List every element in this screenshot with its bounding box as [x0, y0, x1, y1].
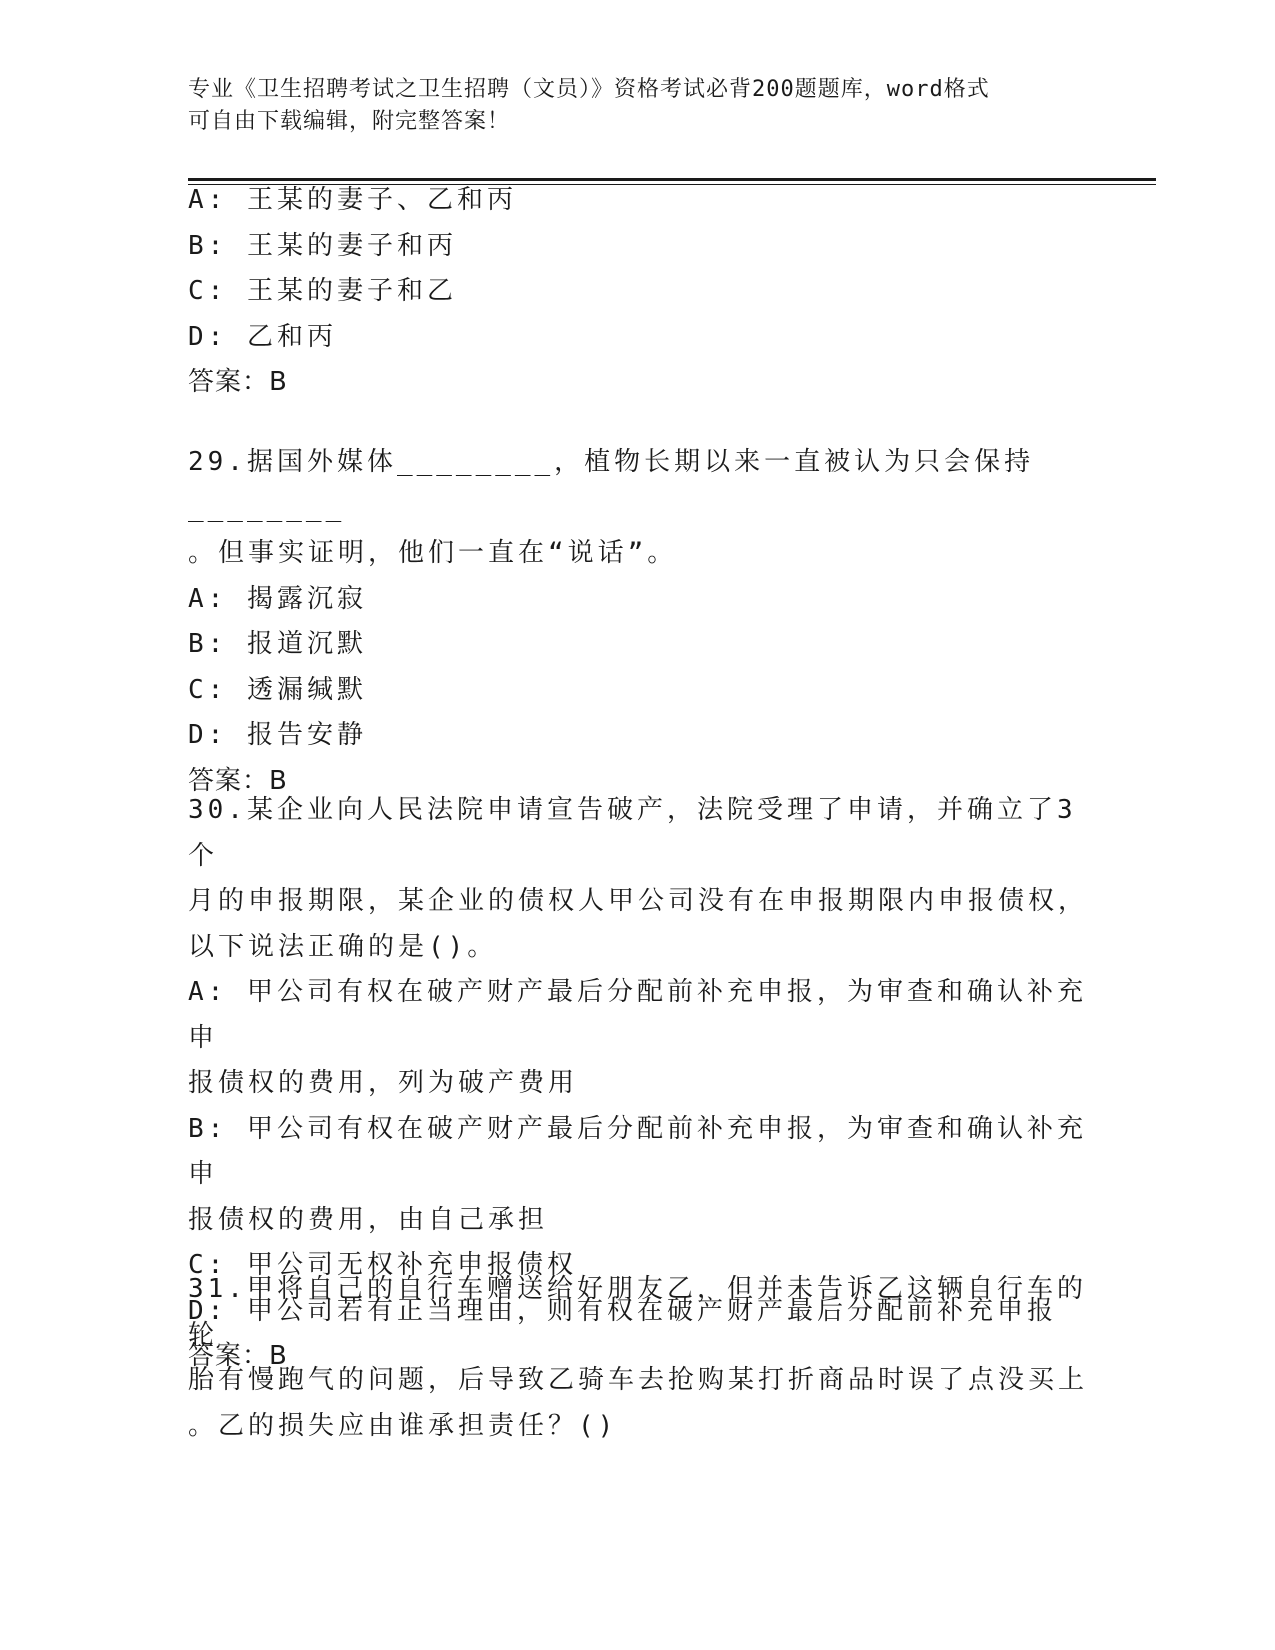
document-header: [188, 74, 1068, 138]
question-stem-line: 。乙的损失应由谁承担责任？(): [188, 1410, 618, 1441]
question-stem-line: 胎有慢跑气的问题，后导致乙骑车去抢购某打折商品时误了点没买上: [188, 1365, 1089, 1395]
option-c: C: 王某的妻子和乙: [188, 276, 457, 306]
question-stem-line: 月的申报期限，某企业的债权人甲公司没有在申报期限内申报债权，: [188, 886, 1089, 916]
question-29: [188, 440, 1088, 804]
option-c: C: 甲公司无权补充申报债权: [188, 1250, 577, 1280]
header-title-line-2: 可自由下载编辑，附完整答案！: [188, 109, 511, 134]
option-a-continued: 报债权的费用，列为破产费用: [188, 1068, 579, 1098]
option-c: C: 透漏缄默: [188, 674, 367, 705]
question-stem-line: 30.某企业向人民法院申请宣告破产，法院受理了申请，并确立了3个: [188, 795, 1077, 871]
option-b-continued: 报债权的费用，由自己承担: [188, 1204, 549, 1235]
option-a: A: 王某的妻子、乙和丙: [188, 185, 517, 215]
option-d: D: 乙和丙: [188, 321, 337, 352]
option-a: A: 甲公司有权在破产财产最后分配前补充申报，为审查和确认补充申: [188, 977, 1087, 1053]
option-b: B: 报道沉默: [188, 629, 367, 659]
option-d: D: 报告安静: [188, 720, 367, 750]
option-b: B: 甲公司有权在破产财产最后分配前补充申报，为审查和确认补充申: [188, 1113, 1087, 1189]
question-stem-line: 。但事实证明，他们一直在“说话”。: [188, 538, 678, 568]
answer-line: 答案：B: [188, 765, 288, 796]
option-b: B: 王某的妻子和丙: [188, 230, 457, 261]
answer-line: 答案：B: [188, 367, 288, 397]
answer-line: 答案：B: [188, 1341, 288, 1371]
question-stem-line: 29.据国外媒体________，植物长期以来一直被认为只会保持________: [188, 447, 1035, 523]
option-a: A: 揭露沉寂: [188, 583, 367, 614]
question-stem-line: 以下说法正确的是()。: [188, 931, 498, 962]
question-28-options: [188, 178, 1088, 406]
option-d: D: 甲公司若有正当理由，则有权在破产财产最后分配前补充申报: [188, 1295, 1057, 1326]
question-stem-line: 31.甲将自己的自行车赠送给好朋友乙，但并未告诉乙这辆自行车的轮: [188, 1274, 1087, 1350]
question-31: [188, 1267, 1088, 1449]
header-title-line-1: 专业《卫生招聘考试之卫生招聘（文员）》资格考试必背200题题库，word格式: [188, 77, 990, 102]
